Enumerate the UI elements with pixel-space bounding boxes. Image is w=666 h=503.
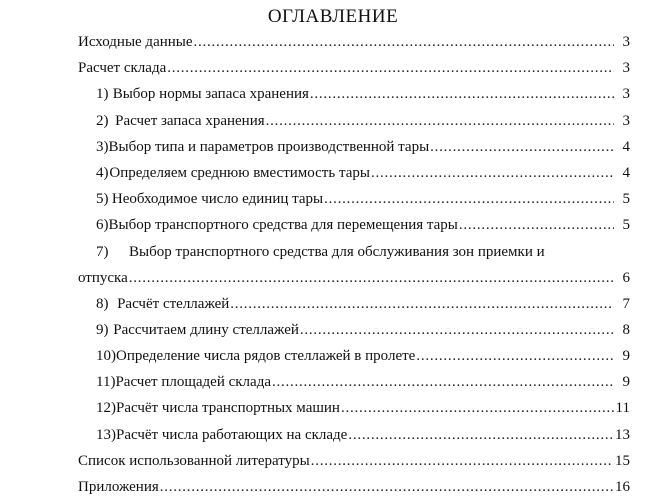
toc-entry-number: 3) bbox=[96, 138, 109, 155]
dot-leader bbox=[272, 372, 614, 392]
toc-entry-number: 12) bbox=[96, 400, 116, 417]
toc-entry-number: 5) bbox=[96, 191, 109, 208]
toc-entry-8[interactable] bbox=[78, 294, 630, 320]
dot-leader bbox=[311, 451, 613, 471]
toc-entry-1[interactable] bbox=[78, 84, 630, 110]
toc-page-number: 13 bbox=[615, 426, 630, 443]
toc-page-number: 3 bbox=[622, 112, 630, 129]
toc-page-number: 7 bbox=[622, 295, 630, 312]
dot-leader bbox=[230, 294, 614, 314]
toc-page-number: 3 bbox=[622, 34, 630, 50]
toc-entry-label: Список использованной литературы bbox=[78, 452, 310, 469]
toc-page-number: 5 bbox=[622, 191, 630, 208]
toc-page-number: 9 bbox=[622, 374, 630, 391]
toc-entry-number: 10) bbox=[96, 348, 116, 365]
toc-entry-number: 13) bbox=[96, 426, 116, 443]
dot-leader bbox=[430, 137, 614, 157]
toc-page-number: 5 bbox=[622, 217, 630, 234]
toc-page-number: 9 bbox=[622, 348, 630, 365]
toc-entry-2[interactable] bbox=[78, 111, 630, 137]
toc-entry-warehouse-calc[interactable] bbox=[78, 58, 630, 84]
toc-entry-label: Выбор транспортного средства для обслуживания зон приемки и bbox=[129, 243, 545, 260]
toc-entry-label: Расчёт стеллажей bbox=[117, 295, 230, 312]
toc-entry-label: Расчет склада bbox=[78, 60, 167, 77]
toc-entry-label: Определение числа рядов стеллажей в пролете bbox=[116, 348, 416, 365]
toc-page-number: 11 bbox=[615, 400, 630, 417]
toc-entry-label-continued: отпуска bbox=[78, 269, 128, 286]
toc-page-number: 3 bbox=[622, 60, 630, 77]
toc-page-number: 8 bbox=[622, 321, 630, 338]
toc-entry-number: 1) bbox=[96, 86, 109, 103]
toc-entry-number: 9) bbox=[96, 321, 109, 338]
table-of-contents bbox=[78, 32, 630, 503]
toc-entry-11[interactable] bbox=[78, 372, 630, 398]
toc-entry-9[interactable] bbox=[78, 320, 630, 346]
dot-leader bbox=[194, 32, 614, 52]
toc-entry-label: Необходимое число единиц тары bbox=[111, 191, 324, 208]
toc-page-number: 16 bbox=[615, 479, 630, 495]
dot-leader bbox=[341, 398, 614, 418]
toc-entry-12[interactable] bbox=[78, 398, 630, 424]
toc-entry-label: Выбор транспортного средства для перемещения тары bbox=[108, 217, 458, 234]
toc-entry-label: Расчет площадей склада bbox=[115, 374, 271, 391]
dot-leader bbox=[167, 58, 614, 78]
toc-page-number: 4 bbox=[622, 138, 630, 155]
toc-entry-number: 7) bbox=[96, 243, 109, 260]
toc-entry-6[interactable] bbox=[78, 215, 630, 241]
toc-entry-references[interactable] bbox=[78, 451, 630, 477]
toc-entry-3[interactable] bbox=[78, 137, 630, 163]
toc-entry-label: Определяем среднюю вместимость тары bbox=[109, 164, 370, 181]
dot-leader bbox=[266, 111, 614, 131]
toc-entry-5[interactable] bbox=[78, 189, 630, 215]
toc-entry-label: Расчёт числа работающих на складе bbox=[116, 426, 348, 443]
toc-entry-label: Расчёт числа транспортных машин bbox=[116, 400, 340, 417]
dot-leader bbox=[129, 268, 614, 288]
toc-entry-10[interactable] bbox=[78, 346, 630, 372]
toc-page-number: 4 bbox=[622, 164, 630, 181]
toc-entry-number: 2) bbox=[96, 112, 109, 129]
toc-entry-label: Исходные данные bbox=[78, 34, 193, 50]
toc-entry-4[interactable] bbox=[78, 163, 630, 189]
dot-leader bbox=[371, 163, 614, 183]
toc-page-number: 6 bbox=[622, 269, 630, 286]
toc-entry-label: Расчет запаса хранения bbox=[115, 112, 265, 129]
toc-title: ОГЛАВЛЕНИЕ bbox=[267, 6, 399, 27]
toc-entry-label: Выбор типа и параметров производственной тары bbox=[108, 138, 430, 155]
dot-leader bbox=[160, 477, 613, 497]
dot-leader bbox=[310, 84, 614, 104]
toc-entry-number: 4) bbox=[96, 164, 109, 181]
toc-page-number: 15 bbox=[615, 452, 630, 469]
toc-entry-7-line2[interactable] bbox=[78, 268, 630, 294]
toc-entry-number: 6) bbox=[96, 217, 109, 234]
toc-entry-appendices[interactable] bbox=[78, 477, 630, 503]
toc-entry-source-data[interactable] bbox=[78, 32, 630, 58]
toc-entry-label: Выбор нормы запаса хранения bbox=[112, 86, 309, 103]
toc-entry-label: Рассчитаем длину стеллажей bbox=[113, 321, 299, 338]
toc-entry-label: Приложения bbox=[78, 479, 159, 495]
dot-leader bbox=[416, 346, 614, 366]
toc-entry-7-line1[interactable] bbox=[78, 242, 630, 268]
dot-leader bbox=[300, 320, 614, 340]
dot-leader bbox=[459, 215, 614, 235]
dot-leader bbox=[324, 189, 614, 209]
dot-leader bbox=[348, 425, 613, 445]
toc-entry-13[interactable] bbox=[78, 425, 630, 451]
toc-entry-number: 8) bbox=[96, 295, 109, 312]
toc-page-number: 3 bbox=[622, 86, 630, 103]
toc-entry-number: 11) bbox=[96, 374, 116, 391]
